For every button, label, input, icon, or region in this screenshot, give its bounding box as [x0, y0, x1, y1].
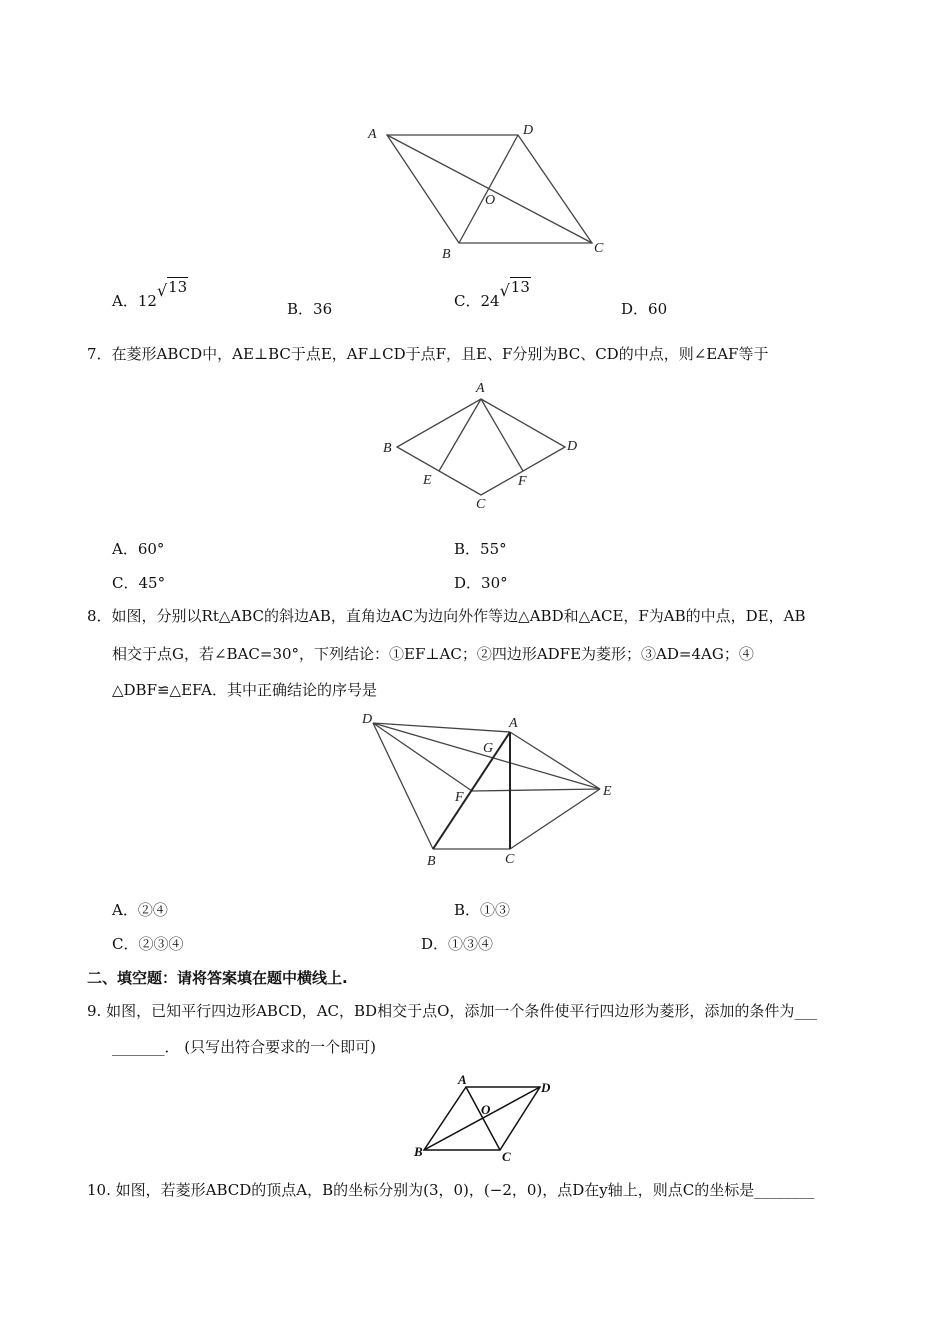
label-a: A [368, 127, 377, 142]
q8-line1: 8．如图，分别以Rt△ABC的斜边AB，直角边AC为边向外作等边△ABD和△ACE，F为AB的中点，DE，AB [87, 607, 806, 625]
q8-line3: △DBF≌△EFA．其中正确结论的序号是 [112, 681, 377, 699]
q7-option-b[interactable]: B．55° [454, 540, 507, 558]
sqrt-sign: √13 [499, 278, 530, 300]
label-c: C [502, 1149, 511, 1164]
q6-option-c[interactable] [454, 278, 531, 311]
q8-option-d[interactable]: D．①③④ [421, 935, 494, 953]
label-d: D [567, 439, 578, 454]
label-c: C [505, 852, 515, 867]
q6-option-d[interactable]: D．60 [621, 300, 668, 318]
q7-text: 7．在菱形ABCD中，AE⊥BC于点E，AF⊥CD于点F，且E、F分别为BC、CD的中点，则∠EAF等于 [87, 345, 769, 363]
q7-option-d[interactable]: D．30° [454, 574, 508, 592]
sqrt-sign: √13 [156, 278, 188, 300]
figure-q9-parallelogram [410, 1070, 560, 1166]
q8-option-a[interactable]: A．②④ [112, 901, 168, 919]
section-title: 二、填空题：请将答案填在题中横线上. [87, 969, 348, 987]
q6-option-a[interactable] [112, 278, 188, 311]
option-coef: 24 [480, 292, 500, 310]
q8-line2: 相交于点G，若∠BAC=30°，下列结论：①EF⊥AC；②四边形ADFE为菱形；③AD=4AG；④ [112, 645, 754, 663]
label-f: F [518, 474, 527, 489]
label-b: B [442, 247, 451, 262]
label-b: B [414, 1144, 423, 1159]
option-letter: A． [112, 292, 138, 310]
label-o: O [485, 193, 496, 208]
label-b: B [427, 854, 436, 869]
q6-option-b[interactable]: B．36 [287, 300, 333, 318]
figure-q8-triangles [355, 707, 625, 872]
figure-q7-rhombus [375, 378, 595, 518]
q8-option-b[interactable]: B．①③ [454, 901, 511, 919]
label-d: D [362, 712, 373, 727]
label-a: A [458, 1072, 467, 1087]
label-g: G [483, 741, 494, 756]
q10-text: 10. 如图，若菱形ABCD的顶点A，B的坐标分别为(3，0)，(−2，0)，点D在y轴上，则点C的坐标是________ [87, 1181, 815, 1199]
label-d: D [541, 1080, 551, 1095]
figure-q6-rhombus [360, 118, 620, 268]
label-a: A [509, 716, 518, 731]
q9-line1: 9. 如图，已知平行四边形ABCD，AC，BD相交于点O，添加一个条件使平行四边形为菱形，添加的条件为___ [87, 1002, 817, 1020]
label-e: E [603, 784, 612, 799]
label-e: E [423, 473, 432, 488]
option-coef: 12 [137, 292, 157, 310]
label-d: D [523, 123, 534, 138]
label-b: B [383, 441, 392, 456]
q7-option-c[interactable]: C．45° [112, 574, 166, 592]
label-c: C [476, 497, 486, 512]
q7-option-a[interactable]: A．60° [112, 540, 165, 558]
label-a: A [476, 381, 485, 396]
option-letter: C． [454, 292, 481, 310]
q8-option-c[interactable]: C．②③④ [112, 935, 184, 953]
label-f: F [455, 790, 464, 805]
q9-line2: _______． (只写出符合要求的一个即可) [112, 1038, 376, 1056]
label-c: C [594, 241, 604, 256]
label-o: O [481, 1102, 491, 1117]
